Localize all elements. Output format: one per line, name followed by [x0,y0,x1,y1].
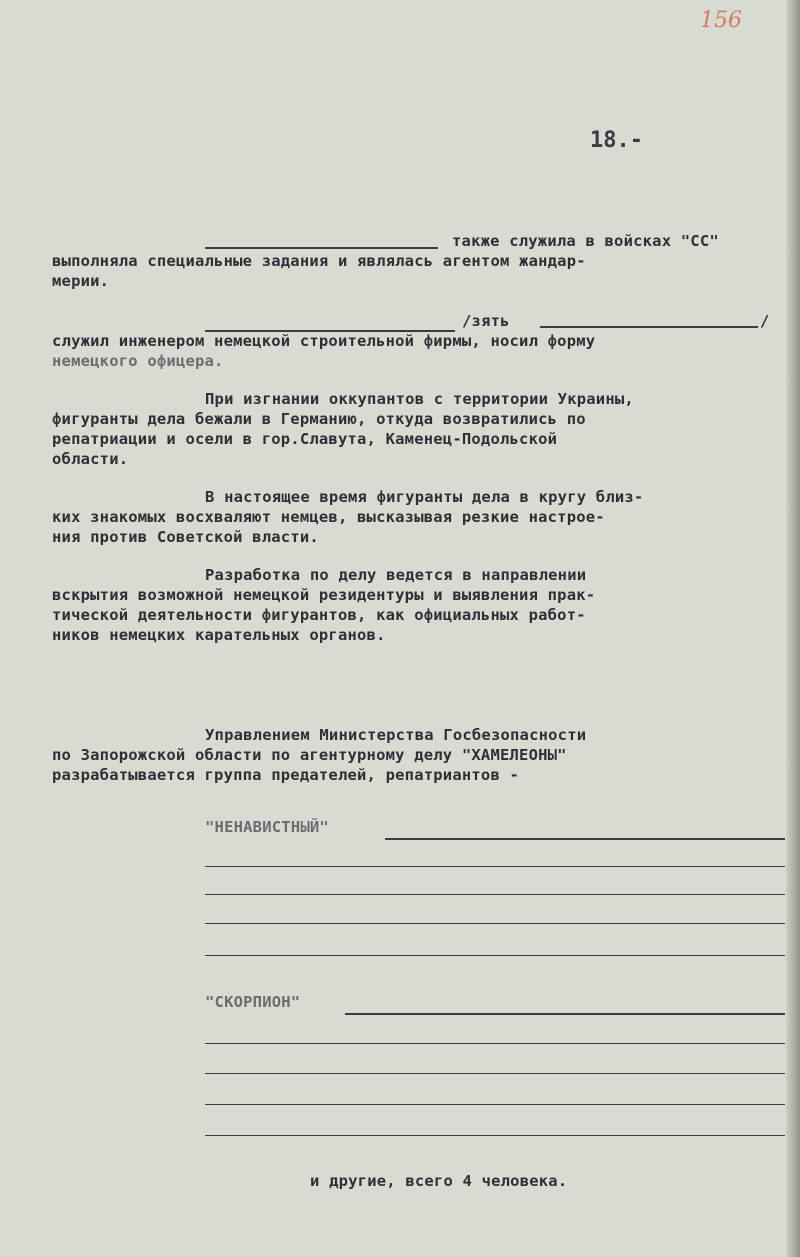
redaction-line [205,1135,785,1136]
p1-line1: также служила в войсках "СС" [452,232,719,250]
p3-line3: репатриации и осели в гор.Славута, Каменец-Подольской [52,430,558,448]
redaction-line [205,955,785,956]
redaction-line [205,866,785,867]
p3-line2: фигуранты дела бежали в Германию, откуда возвратились по [52,410,586,428]
redaction-line [205,247,438,249]
p4-line3: ния против Советской власти. [52,528,319,546]
p1-line3: мерии. [52,272,110,290]
p3-line1: При изгнании оккупантов с территории Украины, [205,390,634,408]
p2-line2: служил инженером немецкой строительной фирмы, носил форму [52,332,596,350]
member-label-nenavistny: "НЕНАВИСТНЫЙ" [205,818,329,836]
page-edge-shadow [786,0,800,1257]
p2-line1: /зять [462,312,510,330]
p6-line2: по Запорожской области по агентурному делу "ХАМЕЛЕОНЫ" [52,746,567,764]
p5-line3: тической деятельности фигурантов, как официальных работ- [52,606,586,624]
redaction-line [205,923,785,924]
p4-line2: ких знакомых восхваляют немцев, высказывая резкие настрое- [52,508,605,526]
archive-page-number: 156 [700,8,742,33]
member-label-skorpion: "СКОРПИОН" [205,993,301,1011]
redaction-line [385,838,785,840]
redaction-line [205,1043,785,1044]
p2-line1-end: / [760,312,770,330]
p4-line1: В настоящее время фигуранты дела в кругу близ- [205,488,644,506]
redaction-line [205,894,785,895]
redaction-line [345,1013,785,1015]
p3-line4: области. [52,450,129,468]
p5-line1: Разработка по делу ведется в направлении [205,566,587,584]
redaction-line [540,326,758,328]
p6-line3: разрабатывается группа предателей, репатриантов - [52,766,520,784]
p2-line3: немецкого офицера. [52,352,224,370]
closing-line: и другие, всего 4 человека. [310,1172,568,1190]
p6-line1: Управлением Министерства Госбезопасности [205,726,587,744]
p5-line2: вскрытия возможной немецкой резидентуры и выявления прак- [52,586,596,604]
page-number: 18.- [590,128,643,153]
redaction-line [205,1073,785,1074]
p1-line2: выполняла специальные задания и являлась агентом жандар- [52,252,586,270]
p5-line4: ников немецких карательных органов. [52,626,386,644]
redaction-line [205,1104,785,1105]
